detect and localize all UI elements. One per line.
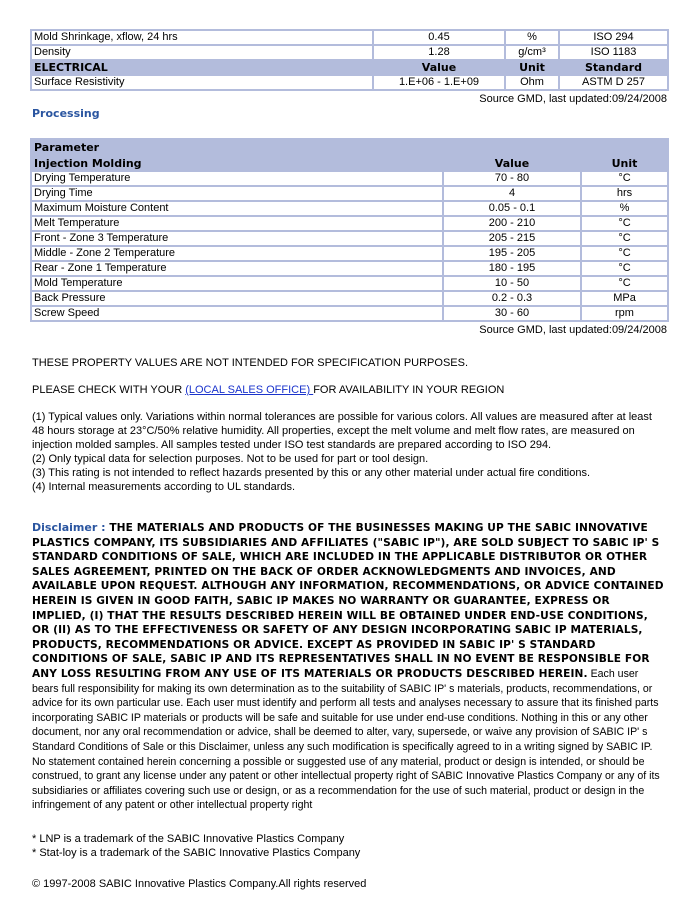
group-header-injection-molding: Injection Molding bbox=[32, 156, 442, 170]
footnote-2: (2) Only typical data for selection purposes. Not to be used for part or tool design. bbox=[32, 453, 429, 465]
parameter-value: 195 - 205 bbox=[444, 247, 580, 260]
property-unit: Ohm bbox=[506, 76, 558, 89]
parameter-name: Maximum Moisture Content bbox=[32, 202, 442, 215]
table-row bbox=[32, 307, 667, 320]
parameter-value: 70 - 80 bbox=[444, 172, 580, 185]
source-note: Source GMD, last updated:09/24/2008 bbox=[479, 324, 667, 336]
table-row bbox=[32, 31, 667, 44]
parameter-value: 30 - 60 bbox=[444, 307, 580, 320]
disclaimer-body-text: Each user bears full responsibility for making its own determination as to the suitability of SABIC IP' s materials, products, recommendations, or advice for its own particular use. Each user must identify and perform all tests and analyses necessary to assure that its finished parts incorporating SABIC IP materials or products will be safe and suitable for use under end-use conditions. Nothing in this or any other document, nor any oral recommendation or advice, shall be deemed to alter, vary, supersede, or waive any provision of SABIC IP' s Standard Conditions of Sale or this Disclaimer, unless any such modification is specifically agreed to in a writing signed by SABIC IP. No statement contained herein concerning a possible or suggested use of any material, product or design is intended, or should be construed, to grant any license under any patent or other intellectual property right of SABIC Innovative Plastics Company or any of its subsidiaries or affiliates covering such use or design, or as a recommendation for the use of such material, product or design in the infringement of any patent or other intellectual property right bbox=[32, 667, 660, 812]
property-value: 1.E+06 - 1.E+09 bbox=[374, 76, 504, 89]
parameter-unit: °C bbox=[582, 247, 667, 260]
section-header-electrical: ELECTRICAL bbox=[32, 61, 372, 74]
property-standard: ISO 294 bbox=[560, 31, 667, 44]
processing-subheader-row bbox=[32, 156, 667, 170]
processing-table bbox=[30, 138, 669, 322]
properties-table bbox=[30, 29, 669, 91]
property-name: Surface Resistivity bbox=[32, 76, 372, 89]
property-value: 0.45 bbox=[374, 31, 504, 44]
parameter-value: 200 - 210 bbox=[444, 217, 580, 230]
availability-notice bbox=[32, 383, 667, 397]
disclaimer bbox=[32, 521, 667, 813]
electrical-header-row bbox=[32, 61, 667, 74]
parameter-unit: °C bbox=[582, 172, 667, 185]
property-value: 1.28 bbox=[374, 46, 504, 59]
footnote-4: (4) Internal measurements according to UL standards. bbox=[32, 481, 296, 493]
property-standard: ASTM D 257 bbox=[560, 76, 667, 89]
table-row bbox=[32, 292, 667, 305]
parameter-name: Front - Zone 3 Temperature bbox=[32, 232, 442, 245]
source-note: Source GMD, last updated:09/24/2008 bbox=[479, 93, 667, 105]
trademark-stat-loy: * Stat-loy is a trademark of the SABIC Innovative Plastics Company bbox=[32, 846, 361, 859]
parameter-name: Screw Speed bbox=[32, 307, 442, 320]
parameter-name: Drying Time bbox=[32, 187, 442, 200]
column-header-value: Value bbox=[444, 156, 580, 170]
parameter-name: Back Pressure bbox=[32, 292, 442, 305]
parameter-value: 205 - 215 bbox=[444, 232, 580, 245]
table-row bbox=[32, 46, 667, 59]
footnotes bbox=[32, 410, 667, 494]
trademarks bbox=[32, 832, 667, 860]
column-header-unit: Unit bbox=[506, 61, 558, 74]
processing-header-row bbox=[32, 140, 667, 154]
property-standard: ISO 1183 bbox=[560, 46, 667, 59]
parameter-name: Mold Temperature bbox=[32, 277, 442, 290]
parameter-name: Rear - Zone 1 Temperature bbox=[32, 262, 442, 275]
property-name: Mold Shrinkage, xflow, 24 hrs bbox=[32, 31, 372, 44]
parameter-name: Melt Temperature bbox=[32, 217, 442, 230]
table-row bbox=[32, 262, 667, 275]
parameter-unit: hrs bbox=[582, 187, 667, 200]
table-row bbox=[32, 232, 667, 245]
datasheet-page bbox=[32, 29, 667, 891]
property-name: Density bbox=[32, 46, 372, 59]
column-header-parameter: Parameter bbox=[32, 140, 667, 154]
parameter-unit: °C bbox=[582, 217, 667, 230]
table-row bbox=[32, 187, 667, 200]
column-header-unit: Unit bbox=[582, 156, 667, 170]
parameter-name: Drying Temperature bbox=[32, 172, 442, 185]
column-header-value: Value bbox=[374, 61, 504, 74]
property-unit: g/cm³ bbox=[506, 46, 558, 59]
parameter-value: 0.2 - 0.3 bbox=[444, 292, 580, 305]
trademark-lnp: * LNP is a trademark of the SABIC Innovative Plastics Company bbox=[32, 832, 345, 845]
availability-prefix: PLEASE CHECK WITH YOUR bbox=[32, 384, 186, 396]
parameter-unit: MPa bbox=[582, 292, 667, 305]
section-title-processing: Processing bbox=[32, 107, 100, 120]
table-row bbox=[32, 217, 667, 230]
parameter-unit: °C bbox=[582, 232, 667, 245]
parameter-value: 0.05 - 0.1 bbox=[444, 202, 580, 215]
availability-suffix: FOR AVAILABILITY IN YOUR REGION bbox=[313, 384, 505, 396]
disclaimer-bold-text: THE MATERIALS AND PRODUCTS OF THE BUSINESSES MAKING UP THE SABIC INNOVATIVE PLASTICS COMPANY, ITS SUBSIDIARIES AND AFFILIATES ("SABIC IP"), ARE SOLD SUBJECT TO SABIC IP' S STANDARD CONDITIONS OF SALE, WHICH ARE INCLUDED IN THE APPLICABLE DISTRIBUTOR OR OTHER SALES AGREEMENT, PRINTED ON THE BACK OF ORDER ACKNOWLEDGMENTS AND INVOICES, AND AVAILABLE UPON REQUEST. ALTHOUGH ANY INFORMATION, RECOMMENDATIONS, OR ADVICE CONTAINED HEREIN IS GIVEN IN GOOD FAITH, SABIC IP MAKES NO WARRANTY OR GUARANTEE, EXPRESS OR IMPLIED, (I) THAT THE RESULTS DESCRIBED HEREIN WILL BE OBTAINED UNDER END-USE CONDITIONS, OR (II) AS TO THE EFFECTIVENESS OR SAFETY OF ANY DESIGN INCORPORATING SABIC IP MATERIALS, PRODUCTS, RECOMMENDATIONS OR ADVICE. EXCEPT AS PROVIDED IN SABIC IP' S STANDARD CONDITIONS OF SALE, SABIC IP AND ITS REPRESENTATIVES SHALL IN NO EVENT BE RESPONSIBLE FOR ANY LOSS RESULTING FROM ANY USE OF ITS MATERIALS OR PRODUCTS DESCRIBED HEREIN. bbox=[32, 522, 664, 680]
parameter-unit: rpm bbox=[582, 307, 667, 320]
parameter-value: 180 - 195 bbox=[444, 262, 580, 275]
copyright: © 1997-2008 SABIC Innovative Plastics Company.All rights reserved bbox=[32, 877, 367, 890]
property-unit: % bbox=[506, 31, 558, 44]
parameter-name: Middle - Zone 2 Temperature bbox=[32, 247, 442, 260]
table-row bbox=[32, 247, 667, 260]
footnote-3: (3) This rating is not intended to reflect hazards presented by this or any other material under actual fire conditions. bbox=[32, 467, 591, 479]
parameter-unit: °C bbox=[582, 277, 667, 290]
disclaimer-label: Disclaimer : bbox=[32, 521, 110, 534]
parameter-value: 10 - 50 bbox=[444, 277, 580, 290]
column-header-standard: Standard bbox=[560, 61, 667, 74]
parameter-value: 4 bbox=[444, 187, 580, 200]
footnote-1: (1) Typical values only. Variations within normal tolerances are possible for various colors. All values are measured after at least 48 hours storage at 23°C/50% relative humidity. All properties, except the melt volume and melt flow rates, are measured on injection molded samples. All samples tested under ISO test standards are prepared according to ISO 294. bbox=[32, 411, 652, 451]
table-row bbox=[32, 277, 667, 290]
table-row bbox=[32, 172, 667, 185]
parameter-unit: % bbox=[582, 202, 667, 215]
table-row bbox=[32, 202, 667, 215]
parameter-unit: °C bbox=[582, 262, 667, 275]
table-row bbox=[32, 76, 667, 89]
specification-notice: THESE PROPERTY VALUES ARE NOT INTENDED FOR SPECIFICATION PURPOSES. bbox=[32, 357, 469, 369]
local-sales-office-link[interactable]: (LOCAL SALES OFFICE) bbox=[185, 384, 314, 396]
